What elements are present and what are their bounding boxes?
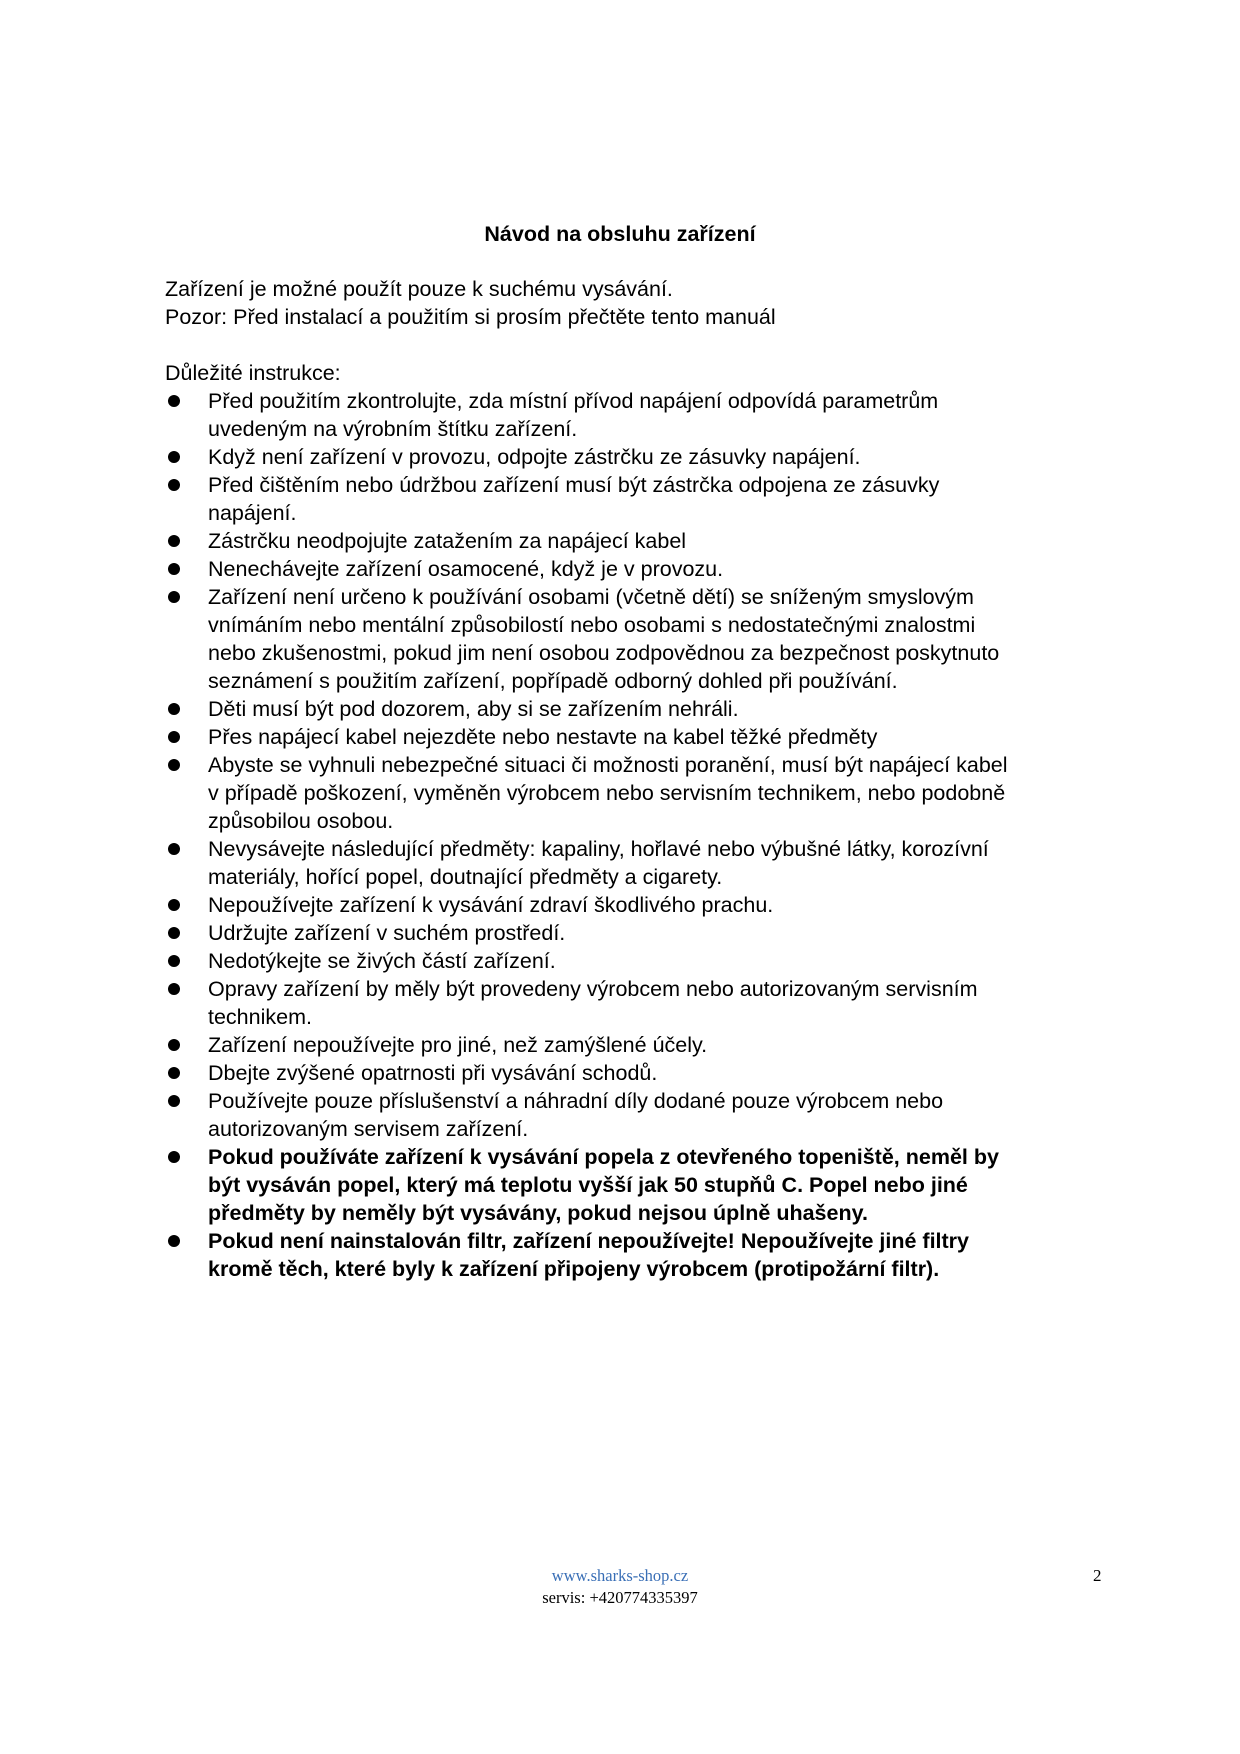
bullet-icon bbox=[168, 591, 180, 603]
list-item: Dbejte zvýšené opatrnosti při vysávání schodů. bbox=[165, 1059, 1125, 1087]
bullet-icon bbox=[168, 1235, 180, 1247]
list-item: Přes napájecí kabel nejezděte nebo nestavte na kabel těžké předměty bbox=[165, 723, 1125, 751]
list-item: Nenechávejte zařízení osamocené, když je v provozu. bbox=[165, 555, 1125, 583]
list-item: Před čištěním nebo údržbou zařízení musí být zástrčka odpojena ze zásuvky napájení. bbox=[165, 471, 1125, 527]
page-title: Návod na obsluhu zařízení bbox=[484, 222, 756, 246]
list-item: Udržujte zařízení v suchém prostředí. bbox=[165, 919, 1125, 947]
list-item-warning-ash: Pokud používáte zařízení k vysávání popela z otevřeného topeniště, neměl by být vysáván popel, který má teplotu vyšší jak 50 stupňů C. Popel nebo jiné předměty by neměly být vysávány, pokud nejsou úplně uhašeny. bbox=[165, 1143, 1125, 1227]
bullet-icon bbox=[168, 1095, 180, 1107]
bullet-icon bbox=[168, 1151, 180, 1163]
list-item: Nedotýkejte se živých částí zařízení. bbox=[165, 947, 1125, 975]
bullet-icon bbox=[168, 927, 180, 939]
list-item: Zástrčku neodpojujte zatažením za napájecí kabel bbox=[165, 527, 1125, 555]
list-item: Zařízení nepoužívejte pro jiné, než zamýšlené účely. bbox=[165, 1031, 1125, 1059]
bullet-icon bbox=[168, 955, 180, 967]
bullet-icon bbox=[168, 1067, 180, 1079]
page-number: 2 bbox=[1093, 1566, 1102, 1585]
intro-line-dry-vacuum: Zařízení je možné použít pouze k suchému vysávání. bbox=[165, 277, 673, 301]
list-item: Opravy zařízení by měly být provedeny výrobcem nebo autorizovaným servisním technikem. bbox=[165, 975, 1125, 1031]
bullet-icon bbox=[168, 1039, 180, 1051]
instructions-list bbox=[165, 387, 1125, 1283]
list-item: Když není zařízení v provozu, odpojte zástrčku ze zásuvky napájení. bbox=[165, 443, 1125, 471]
bullet-icon bbox=[168, 535, 180, 547]
bullet-icon bbox=[168, 451, 180, 463]
page-footer bbox=[0, 1565, 1240, 1609]
intro-text bbox=[165, 275, 1125, 331]
bullet-icon bbox=[168, 395, 180, 407]
bullet-icon bbox=[168, 731, 180, 743]
bullet-icon bbox=[168, 703, 180, 715]
bullet-icon bbox=[168, 843, 180, 855]
service-phone: servis: +420774335397 bbox=[542, 1588, 698, 1607]
list-item-warning-filter: Pokud není nainstalován filtr, zařízení nepoužívejte! Nepoužívejte jiné filtry kromě těch, které byly k zařízení připojeny výrobcem (protipožární filtr). bbox=[165, 1227, 1125, 1283]
list-item: Zařízení není určeno k používání osobami (včetně dětí) se sníženým smyslovým vnímáním nebo mentální způsobilostí nebo osobami s nedostatečnými znalostmi nebo zkušenostmi, pokud jim není osobou zodpovědnou za bezpečnost poskytnuto seznámení s použitím zařízení, popřípadě odborný dohled při používání. bbox=[165, 583, 1125, 695]
bullet-icon bbox=[168, 479, 180, 491]
website-link[interactable]: www.sharks-shop.cz bbox=[551, 1566, 689, 1585]
intro-line-warning: Pozor: Před instalací a použitím si prosím přečtěte tento manuál bbox=[165, 305, 776, 329]
bullet-icon bbox=[168, 563, 180, 575]
bullet-icon bbox=[168, 983, 180, 995]
list-item: Abyste se vyhnuli nebezpečné situaci či možnosti poranění, musí být napájecí kabel v případě poškození, vyměněn výrobcem nebo servisním technikem, nebo podobně způsobilou osobou. bbox=[165, 751, 1125, 835]
list-item: Nepoužívejte zařízení k vysávání zdraví škodlivého prachu. bbox=[165, 891, 1125, 919]
list-item: Děti musí být pod dozorem, aby si se zařízením nehráli. bbox=[165, 695, 1125, 723]
list-item: Nevysávejte následující předměty: kapaliny, hořlavé nebo výbušné látky, korozívní materiály, hořící popel, doutnající předměty a cigarety. bbox=[165, 835, 1125, 891]
list-item: Před použitím zkontrolujte, zda místní přívod napájení odpovídá parametrům uvedeným na výrobním štítku zařízení. bbox=[165, 387, 1125, 443]
bullet-icon bbox=[168, 759, 180, 771]
list-item: Používejte pouze příslušenství a náhradní díly dodané pouze výrobcem nebo autorizovaným servisem zařízení. bbox=[165, 1087, 1125, 1143]
instructions-heading: Důležité instrukce: bbox=[165, 361, 341, 385]
bullet-icon bbox=[168, 899, 180, 911]
